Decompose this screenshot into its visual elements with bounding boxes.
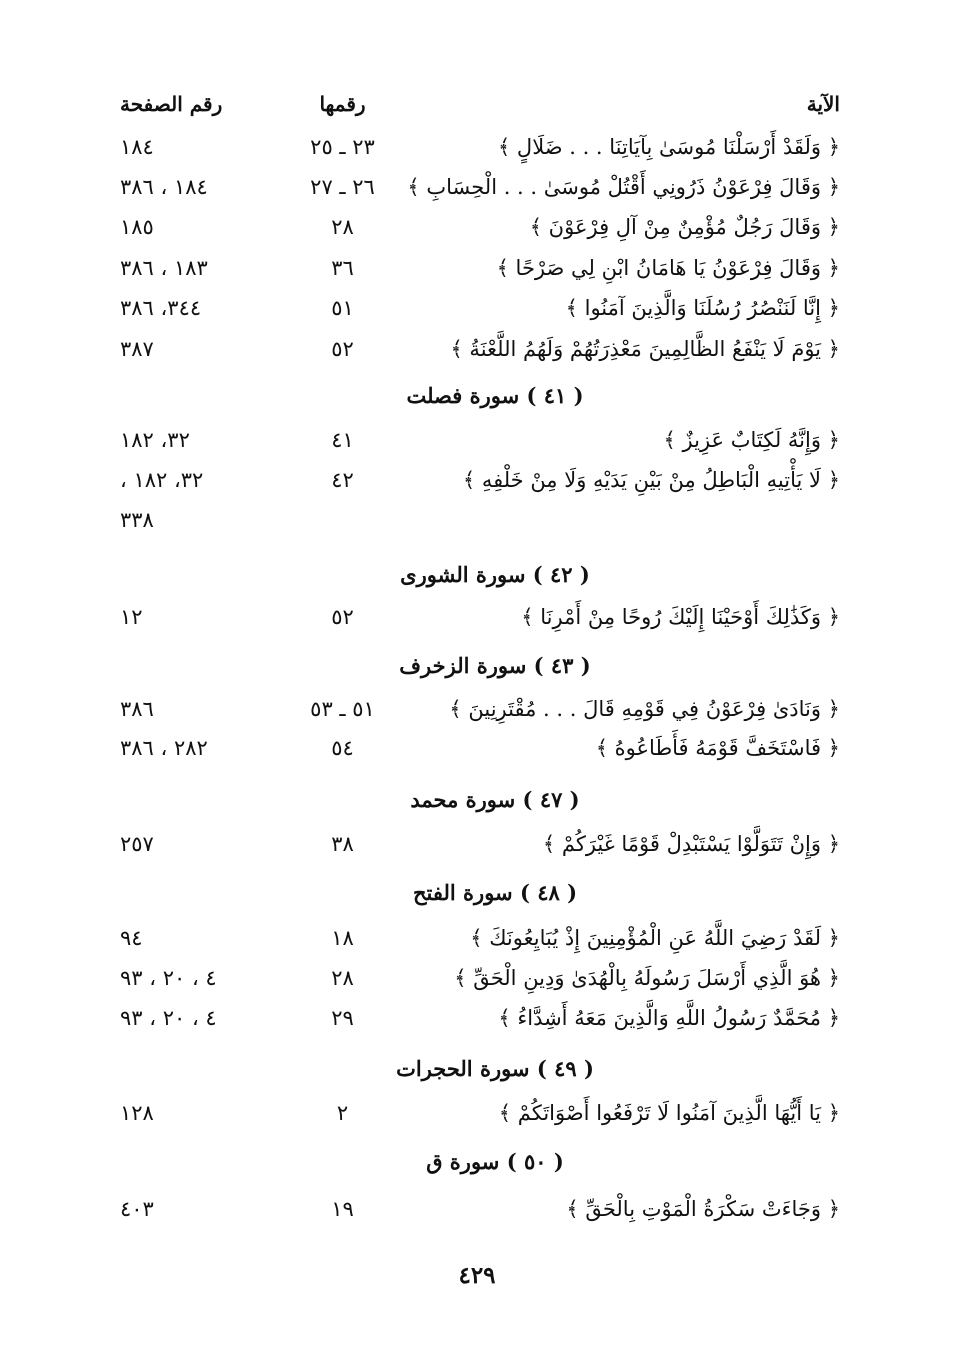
page-refs: ٩٤ (120, 926, 143, 950)
surah-heading: ( ٤١ ) سورة فصلت (406, 383, 584, 408)
verse-number: ٢٣ ـ ٢٥ (310, 135, 375, 159)
verse-text: ﴿ وَقَالَ فِرْعَوْنُ يَا هَامَانُ ابْنِ لِي صَرْحًا ﴾ (496, 256, 840, 280)
page-refs: ١٨٤ ، ٣٨٦ (120, 175, 208, 199)
verse-text: ﴿ وَكَذَٰلِكَ أَوْحَيْنَا إِلَيْكَ رُوحًا مِنْ أَمْرِنَا ﴾ (521, 605, 840, 629)
page-number: ٤٢٩ (458, 1262, 496, 1289)
page-refs: ١٨٤ (120, 135, 154, 159)
verse-text: ﴿ وَلَقَدْ أَرْسَلْنَا مُوسَىٰ بِآيَاتِنَا . . . ضَلَالٍ ﴾ (497, 135, 840, 159)
page-refs: ١٢ (120, 605, 143, 629)
verse-number: ١٨ (331, 926, 354, 950)
verse-text: ﴿ لَقَدْ رَضِيَ اللَّهُ عَنِ الْمُؤْمِنِينَ إِذْ يُبَايِعُونَكَ ﴾ (470, 926, 840, 950)
verse-text: ﴿ لَا يَأْتِيهِ الْبَاطِلُ مِنْ بَيْنِ يَدَيْهِ وَلَا مِنْ خَلْفِهِ ﴾ (462, 468, 840, 492)
surah-heading: ( ٤٣ ) سورة الزخرف (399, 653, 591, 678)
verse-text: ﴿ مُحَمَّدٌ رَسُولُ اللَّهِ وَالَّذِينَ مَعَهُ أَشِدَّاءُ ﴾ (498, 1006, 840, 1030)
page-refs: ٤٠٣ (120, 1197, 154, 1221)
verse-text: ﴿ يَا أَيُّهَا الَّذِينَ آمَنُوا لَا تَرْفَعُوا أَصْوَاتَكُمْ ﴾ (498, 1101, 840, 1125)
verse-text: ﴿ هُوَ الَّذِي أَرْسَلَ رَسُولَهُ بِالْهُدَىٰ وَدِينِ الْحَقِّ ﴾ (454, 966, 840, 990)
verse-number: ١٩ (331, 1197, 354, 1221)
verse-number: ٣٨ (331, 832, 354, 856)
surah-heading: ( ٤٩ ) سورة الحجرات (396, 1056, 594, 1081)
verse-number: ٤٢ (331, 468, 354, 492)
verse-number: ٢٨ (331, 215, 354, 239)
page-refs: ٣٢، ١٨٢ ، (120, 468, 204, 492)
page-refs-continued: ٣٣٨ (120, 508, 154, 532)
verse-text: ﴿ يَوْمَ لَا يَنْفَعُ الظَّالِمِينَ مَعْذِرَتُهُمْ وَلَهُمُ اللَّعْنَةُ ﴾ (450, 337, 840, 361)
page-refs: ٢٨٢ ، ٣٨٦ (120, 736, 208, 760)
surah-heading: ( ٥٠ ) سورة ق (426, 1149, 564, 1174)
verse-number: ٢٦ ـ ٢٧ (310, 175, 375, 199)
verse-number: ٤١ (331, 428, 354, 452)
page-refs: ١٢٨ (120, 1101, 154, 1125)
verse-text: ﴿ فَاسْتَخَفَّ قَوْمَهُ فَأَطَاعُوهُ ﴾ (595, 736, 840, 760)
verse-number: ٥١ (331, 296, 354, 320)
verse-text: ﴿ وَجَاءَتْ سَكْرَةُ الْمَوْتِ بِالْحَقِّ ﴾ (566, 1197, 840, 1221)
page-refs: ٣٢، ١٨٢ (120, 428, 190, 452)
page-refs: ٣٤٤، ٣٨٦ (120, 296, 202, 320)
header-number: رقمها (319, 92, 366, 116)
verse-number: ٥١ ـ ٥٣ (310, 697, 375, 721)
verse-text: ﴿ إِنَّا لَنَنْصُرُ رُسُلَنَا وَالَّذِينَ آمَنُوا ﴾ (565, 296, 840, 320)
verse-text: ﴿ وَقَالَ رَجُلٌ مُؤْمِنٌ مِنْ آلِ فِرْعَوْنَ ﴾ (529, 215, 840, 239)
verse-number: ٢٨ (331, 966, 354, 990)
verse-number: ٢٩ (331, 1006, 354, 1030)
surah-heading: ( ٤٨ ) سورة الفتح (412, 880, 578, 905)
page-refs: ١٨٥ (120, 215, 154, 239)
verse-text: ﴿ وَقَالَ فِرْعَوْنُ ذَرُونِي أَقْتُلْ مُوسَىٰ . . . الْحِسَابِ ﴾ (407, 175, 840, 199)
page-refs: ٣٨٧ (120, 337, 154, 361)
page-refs: ٤ ، ٢٠ ، ٩٣ (120, 1006, 217, 1030)
verse-number: ٢ (336, 1101, 349, 1125)
header-verse: الآية (806, 92, 840, 116)
page-refs: ٤ ، ٢٠ ، ٩٣ (120, 966, 217, 990)
page-refs: ١٨٣ ، ٣٨٦ (120, 256, 208, 280)
verse-text: ﴿ وَإِنَّهُ لَكِتَابٌ عَزِيزٌ ﴾ (663, 428, 840, 452)
verse-number: ٥٤ (331, 736, 354, 760)
verse-number: ٣٦ (331, 256, 354, 280)
verse-text: ﴿ وَإِنْ تَتَوَلَّوْا يَسْتَبْدِلْ قَوْمًا غَيْرَكُمْ ﴾ (542, 832, 840, 856)
page-refs: ٣٨٦ (120, 697, 154, 721)
surah-heading: ( ٤٢ ) سورة الشورى (400, 562, 590, 587)
page-refs: ٢٥٧ (120, 832, 154, 856)
header-page: رقم الصفحة (120, 92, 223, 116)
surah-heading: ( ٤٧ ) سورة محمد (410, 787, 580, 812)
verse-number: ٥٢ (331, 337, 354, 361)
verse-number: ٥٢ (331, 605, 354, 629)
verse-text: ﴿ وَنَادَىٰ فِرْعَوْنُ فِي قَوْمِهِ قَالَ . . . مُقْتَرِنِينَ ﴾ (449, 697, 840, 721)
